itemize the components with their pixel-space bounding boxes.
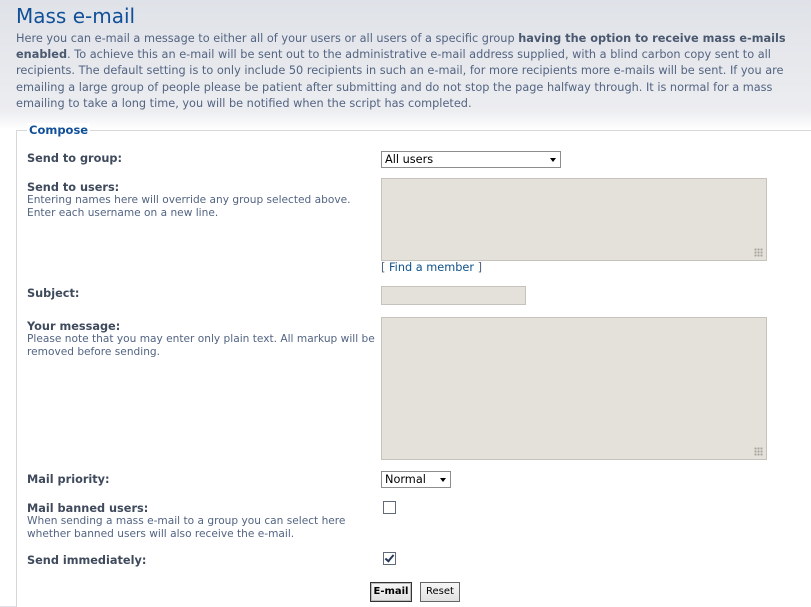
compose-legend: Compose [29,123,89,137]
subject-input[interactable] [381,286,526,305]
intro-text-part1: Here you can e-mail a message to either all of your users or all users of a specific group [16,32,519,45]
page-title: Mass e-mail [16,4,136,28]
chevron-down-icon [550,158,556,162]
message-description: Please note that you may enter only plain text. All markup will be removed before sending. [27,333,375,358]
mail-priority-select[interactable] [381,471,451,488]
find-member-link[interactable]: Find a member [389,261,474,274]
email-submit-button[interactable]: E-mail [370,582,412,602]
find-member-link-wrapper [381,261,482,274]
compose-fieldset [16,123,811,607]
send-immediately-checkbox[interactable] [383,552,396,565]
intro-text-bold: having the option to receive mass e-mails enabled [16,32,786,62]
resize-grip-icon[interactable] [754,447,763,456]
reset-button[interactable]: Reset [420,582,460,602]
mail-priority-value: Normal [385,473,426,486]
mail-priority-label: Mail priority: [27,473,110,486]
send-to-users-label: Send to users: [27,181,120,194]
send-to-users-description: Entering names here will override any group selected above. Enter each username on a new line. [27,194,351,219]
send-to-users-textarea[interactable] [381,178,767,261]
intro-text-part2: . To achieve this an e-mail will be sent out to the administrative e-mail address supplied, with a blind carbon copy sent to all recipients. The default setting is to only include 50 recipients in such an e-mail, for more recipients more e-mails will be sent. If you are emailing a large group of people please be patient after submitting and do not stop the page halfway through. It is normal for a mass emailing to take a long time, you will be notified when the script has completed. [16,48,784,110]
message-textarea[interactable] [381,317,767,460]
send-immediately-label: Send immediately: [27,554,147,567]
subject-label: Subject: [27,287,80,300]
resize-grip-icon[interactable] [754,248,763,257]
find-member-bracket-close: ] [473,261,482,274]
mail-banned-description: When sending a mass e-mail to a group you can select here whether banned users will also receive the e-mail. [27,515,346,540]
send-to-group-value: All users [385,153,434,166]
chevron-down-icon [440,478,446,482]
send-to-group-label: Send to group: [27,152,123,165]
mail-banned-checkbox[interactable] [383,501,396,514]
mail-banned-label: Mail banned users: [27,502,149,515]
find-member-bracket-open: [ [381,261,389,274]
send-to-group-select[interactable] [381,151,561,168]
intro-text [16,31,810,112]
message-label: Your message: [27,320,121,333]
